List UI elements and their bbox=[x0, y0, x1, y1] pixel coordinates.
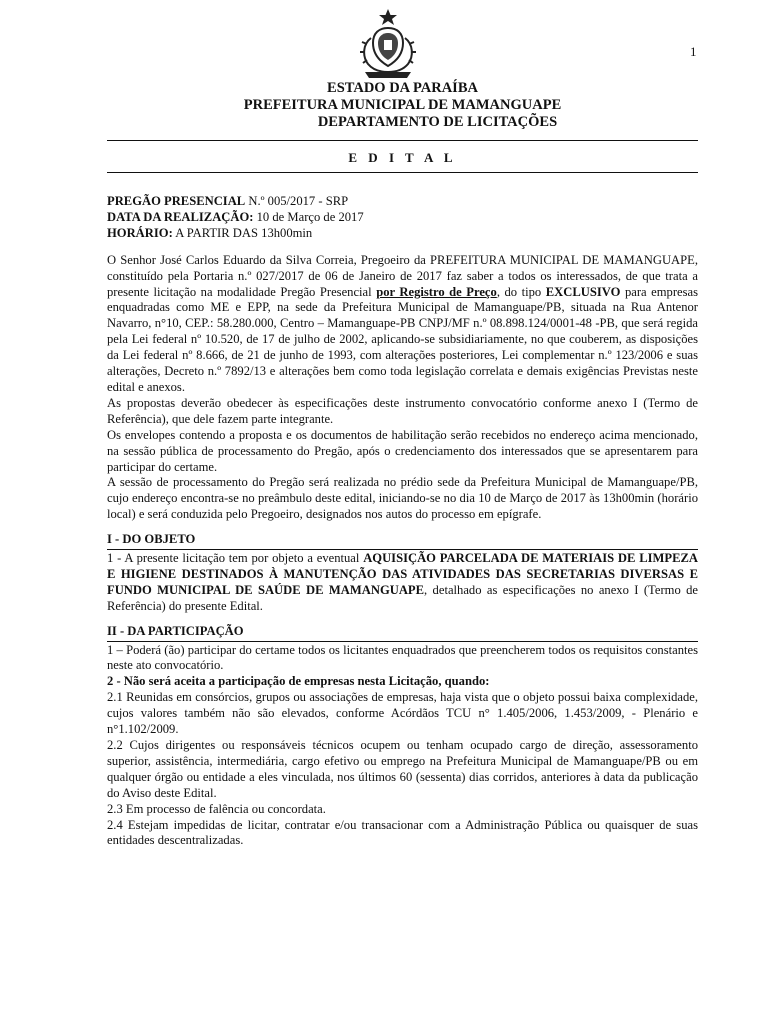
participation-item-2-3: 2.3 Em processo de falência ou concordata. bbox=[107, 801, 326, 816]
participation-item-2-4: 2.4 Estejam impedidas de licitar, contratar e/ou transacionar com a Administração Pública ou quaisquer de suas entidades descentralizadas. bbox=[107, 817, 698, 848]
coat-of-arms-icon bbox=[353, 8, 423, 80]
preamble-paragraph-3: Os envelopes contendo a proposta e os documentos de habilitação serão recebidos no endereço acima mencionado, na sessão pública de processamento do Pregão, após o credenciamento dos interessados que se apresentarem para participar do certame. bbox=[107, 427, 698, 474]
section-object-divider bbox=[107, 549, 698, 550]
participation-item-2-1: 2.1 Reunidas em consórcios, grupos ou associações de empresas, haja vista que o objeto possui baixa complexidade, cujos valores também não são elevados, conforme Acórdãos TCU n° 1.405/2006, 1.453/2009, - Plenário e n°1.102/2009. bbox=[107, 690, 698, 737]
participation-item-2-2: 2.2 Cujos dirigentes ou responsáveis técnicos ocupem ou tenham ocupado cargo de direção, assessoramento superior, assistência, intermediária, cargo efetivo ou emprego na Prefeitura Municipal de Mamanguape/PB ou em qualquer órgão ou entidade a eles vinculada, nos últimos 60 (sessenta) dias corridos, anteriores à data da publicação do Aviso deste Edital. bbox=[107, 738, 698, 800]
preamble-paragraph-2: As propostas deverão obedecer às especificações deste instrumento convocatório conforme anexo I (Termo de Referência), que dele fazem parte integrante. bbox=[107, 395, 698, 426]
header-prefecture: PREFEITURA MUNICIPAL DE MAMANGUAPE bbox=[243, 97, 562, 113]
header-department: DEPARTAMENTO DE LICITAÇÕES bbox=[317, 114, 558, 130]
preamble-paragraph-4: A sessão de processamento do Pregão será realizada no prédio sede da Prefeitura Municipal de Mamanguape/PB, cujo endereço encontra-se no preâmbulo deste edital, iniciando-se no dia 10 de Março de 2017 às 13h00min (horário local) e será conduzida pelo Pregoeiro, designados nos autos do processo em epígrafe. bbox=[107, 475, 698, 522]
document-body bbox=[107, 194, 698, 849]
participation-item-1: 1 – Poderá (ão) participar do certame todos os licitantes enquadrados que preencherem todos os requisitos constantes neste ato convocatório. bbox=[107, 642, 698, 673]
section-participation-title: II - DA PARTICIPAÇÃO bbox=[107, 623, 244, 638]
page-number: 1 bbox=[690, 44, 697, 59]
preamble-paragraph-1: O Senhor José Carlos Eduardo da Silva Correia, Pregoeiro da PREFEITURA MUNICIPAL DE MAMANGUAPE, constituído pela Portaria n.º 027/2017 de 06 de Janeiro de 2017 faz saber a todos os interessados, de que trata a presente licitação na modalidade Pregão Presencial por Registro de Preço, do tipo EXCLUSIVO para empresas enquadradas como ME e EPP, na sede da Prefeitura Municipal de Mamanguape/PB, situada na Rua Antenor Navarro, n°10, CEP.: 58.280.000, Centro – Mamanguape-PB CNPJ/MF n.º 08.898.124/0001-48 -PB, que será regida pela Lei federal nº 10.520, de 17 de julho de 2002, aplicando-se subsidiariamente, no que couberem, as disposições da Lei federal nº 8.666, de 21 de junho de 1993, com alterações posteriores, Lei complementar n.º 123/2006 e suas alterações, Decreto n.º 7892/13 e alterações bem como toda legislação correlata e demais exigências Previstas neste edital e anexos. bbox=[107, 252, 699, 394]
pregao-value: N.º 005/2017 - SRP bbox=[245, 194, 349, 208]
registro-preco-emphasis: por Registro de Preço bbox=[376, 284, 497, 299]
participation-item-2: 2 - Não será aceita a participação de empresas nesta Licitação, quando: bbox=[107, 674, 490, 689]
exclusivo-emphasis: EXCLUSIVO bbox=[545, 284, 621, 299]
header-state: ESTADO DA PARAÍBA bbox=[327, 80, 478, 96]
pregao-label: PREGÃO PRESENCIAL bbox=[107, 194, 246, 208]
document-header bbox=[107, 80, 698, 131]
date-label: DATA DA REALIZAÇÃO: bbox=[107, 209, 254, 224]
section-object-paragraph: 1 - A presente licitação tem por objeto a eventual AQUISIÇÃO PARCELADA DE MATERIAIS DE LIMPEZA E HIGIENE DESTINADOS À MANUTENÇÃO DAS ATIVIDADES DAS SECRETARIAS DIVERSAS E FUNDO MUNICIPAL DE SAÚDE DE MAMANGUAPE, detalhado as especificações no anexo I (Termo de Referência) do presente Edital. bbox=[107, 551, 699, 613]
date-value: 10 de Março de 2017 bbox=[253, 209, 364, 224]
section-object-title: I - DO OBJETO bbox=[107, 532, 196, 547]
section-participation-divider bbox=[107, 641, 698, 642]
document-title: E D I T A L bbox=[348, 150, 457, 165]
time-value: A PARTIR DAS 13h00min bbox=[172, 225, 313, 240]
object-emphasis: AQUISIÇÃO PARCELADA DE MATERIAIS DE LIMPEZA E HIGIENE DESTINADOS À MANUTENÇÃO DAS ATIVIDADES DAS SECRETARIAS DIVERSAS E FUNDO MUNICIPAL DE SAÚDE DE MAMANGUAPE bbox=[107, 551, 698, 597]
time-label: HORÁRIO: bbox=[107, 225, 173, 240]
top-divider bbox=[107, 140, 698, 141]
title-divider bbox=[107, 172, 698, 173]
procurement-meta bbox=[107, 194, 698, 242]
